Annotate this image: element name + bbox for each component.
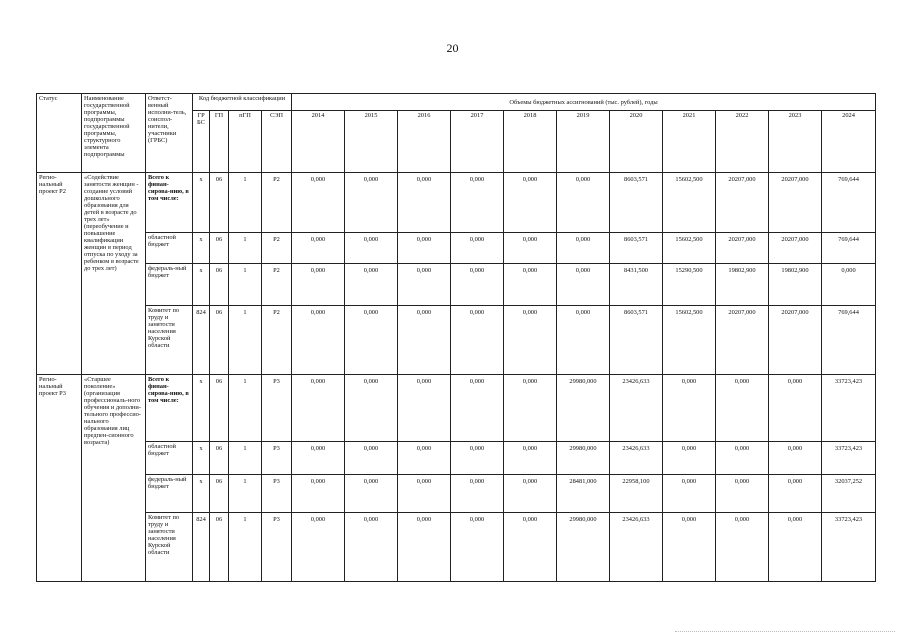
header-year: 2017: [451, 111, 504, 173]
cell-sep: Р3: [262, 375, 292, 442]
cell-value: 23426,633: [610, 442, 663, 475]
header-year: 2015: [345, 111, 398, 173]
cell-value: 0,000: [716, 375, 769, 442]
cell-value: 0,000: [398, 264, 451, 306]
cell-sep: Р2: [262, 233, 292, 264]
cell-grbs: х: [193, 375, 210, 442]
cell-sep: Р2: [262, 306, 292, 375]
header-row-1: [37, 94, 876, 111]
cell-value: 33723,423: [822, 375, 876, 442]
cell-value: 0,000: [504, 233, 557, 264]
cell-value: 0,000: [451, 375, 504, 442]
cell-value: 0,000: [292, 233, 345, 264]
header-code-pgp: пГП: [229, 111, 262, 173]
table-row: [37, 264, 876, 306]
table-row: [37, 442, 876, 475]
cell-value: 0,000: [345, 233, 398, 264]
table-row: [37, 233, 876, 264]
cell-value: 0,000: [292, 475, 345, 513]
cell-value: 8603,571: [610, 173, 663, 233]
cell-value: 8431,500: [610, 264, 663, 306]
cell-value: 0,000: [345, 173, 398, 233]
scan-artifact-divider: [675, 631, 895, 636]
cell-value: 15602,500: [663, 173, 716, 233]
cell-value: 769,644: [822, 233, 876, 264]
project-name: «Содействие занятости женщин - создание условий дошкольного образования для детей в возрасте до трех лет» (переобучение и повышение квалификации женщин в период отпуска по уходу за ребенком в возрасте до трех лет): [82, 173, 146, 375]
row-executor: Комитет по труду и занятости населения Курской области: [146, 306, 193, 375]
row-executor: областной бюджет: [146, 442, 193, 475]
cell-value: 0,000: [451, 475, 504, 513]
cell-value: 0,000: [451, 264, 504, 306]
cell-value: 0,000: [557, 233, 610, 264]
cell-value: 0,000: [451, 233, 504, 264]
cell-gp: 06: [210, 233, 229, 264]
cell-grbs: х: [193, 442, 210, 475]
cell-grbs: х: [193, 475, 210, 513]
cell-value: 0,000: [398, 475, 451, 513]
header-code-gp: ГП: [210, 111, 229, 173]
cell-value: 33723,423: [822, 513, 876, 582]
cell-pgp: 1: [229, 375, 262, 442]
cell-grbs: х: [193, 173, 210, 233]
cell-value: 0,000: [345, 264, 398, 306]
cell-pgp: 1: [229, 264, 262, 306]
cell-sep: Р3: [262, 442, 292, 475]
cell-value: 20207,000: [716, 306, 769, 375]
cell-value: 0,000: [769, 475, 822, 513]
cell-value: 29980,000: [557, 513, 610, 582]
cell-pgp: 1: [229, 475, 262, 513]
row-executor: федераль-ный бюджет: [146, 475, 193, 513]
cell-gp: 06: [210, 475, 229, 513]
cell-value: 19802,900: [769, 264, 822, 306]
cell-value: 0,000: [398, 173, 451, 233]
header-volumes: Объемы бюджетных ассигнований (тыс. рублей), годы: [292, 94, 876, 111]
cell-gp: 06: [210, 375, 229, 442]
table-row: [37, 513, 876, 582]
project-status: Регио-нальный проект Р2: [37, 173, 82, 375]
cell-value: 0,000: [663, 375, 716, 442]
header-name: Наименование государственной программы, подпрограммы государственной программы, структурного элемента подпрограммы: [82, 94, 146, 173]
cell-value: 20207,000: [769, 173, 822, 233]
cell-value: 0,000: [504, 264, 557, 306]
cell-value: 20207,000: [716, 173, 769, 233]
cell-value: 0,000: [292, 442, 345, 475]
cell-pgp: 1: [229, 442, 262, 475]
header-year: 2022: [716, 111, 769, 173]
cell-value: 0,000: [769, 513, 822, 582]
cell-value: 0,000: [292, 513, 345, 582]
table-row: [37, 173, 876, 233]
table-row: [37, 306, 876, 375]
cell-value: 0,000: [451, 442, 504, 475]
cell-value: 0,000: [557, 306, 610, 375]
header-year: 2023: [769, 111, 822, 173]
row-executor: областной бюджет: [146, 233, 193, 264]
row-executor: федераль-ный бюджет: [146, 264, 193, 306]
cell-value: 0,000: [398, 233, 451, 264]
header-code-grbs: ГР БС: [193, 111, 210, 173]
cell-value: 28481,000: [557, 475, 610, 513]
cell-sep: Р2: [262, 264, 292, 306]
cell-value: 32037,252: [822, 475, 876, 513]
cell-gp: 06: [210, 173, 229, 233]
header-year: 2014: [292, 111, 345, 173]
page-number: 20: [446, 41, 459, 55]
cell-value: 0,000: [557, 173, 610, 233]
header-status: Статус: [37, 94, 82, 173]
cell-value: 0,000: [716, 442, 769, 475]
cell-grbs: 824: [193, 306, 210, 375]
cell-sep: Р3: [262, 475, 292, 513]
cell-value: 22958,100: [610, 475, 663, 513]
cell-gp: 06: [210, 513, 229, 582]
cell-value: 0,000: [769, 442, 822, 475]
cell-value: 0,000: [398, 442, 451, 475]
row-executor: Всего к финан-сирова-нию, в том числе:: [146, 375, 193, 442]
header-code-group: Код бюджетной классификации: [193, 94, 292, 111]
cell-value: 0,000: [769, 375, 822, 442]
cell-value: 23426,633: [610, 375, 663, 442]
cell-value: 8603,571: [610, 233, 663, 264]
row-executor: Всего к финан-сирова-нию, в том числе:: [146, 173, 193, 233]
table-row: [37, 475, 876, 513]
budget-table: [36, 93, 876, 582]
cell-sep: Р2: [262, 173, 292, 233]
cell-value: 0,000: [716, 513, 769, 582]
header-year: 2024: [822, 111, 876, 173]
cell-value: 0,000: [504, 513, 557, 582]
cell-value: 0,000: [557, 264, 610, 306]
project-name: «Старшее поколение» (организация профессиональ-ного обучения и дополни-тельного профессио-нального образования лиц предпен-сионного возраста): [82, 375, 146, 582]
cell-value: 0,000: [663, 442, 716, 475]
cell-grbs: х: [193, 233, 210, 264]
cell-value: 0,000: [345, 375, 398, 442]
cell-value: 19802,900: [716, 264, 769, 306]
cell-value: 0,000: [663, 475, 716, 513]
cell-value: 15602,500: [663, 306, 716, 375]
cell-value: 0,000: [716, 475, 769, 513]
cell-value: 0,000: [398, 375, 451, 442]
row-executor: Комитет по труду и занятости населения Курской области: [146, 513, 193, 582]
cell-value: 0,000: [451, 306, 504, 375]
cell-value: 8603,571: [610, 306, 663, 375]
header-year: 2018: [504, 111, 557, 173]
cell-value: 0,000: [504, 375, 557, 442]
cell-value: 769,644: [822, 173, 876, 233]
cell-value: 20207,000: [716, 233, 769, 264]
cell-value: 0,000: [345, 475, 398, 513]
cell-pgp: 1: [229, 173, 262, 233]
cell-value: 0,000: [292, 375, 345, 442]
cell-value: 0,000: [345, 306, 398, 375]
header-code-sep: СЭП: [262, 111, 292, 173]
cell-value: 29980,000: [557, 442, 610, 475]
header-year: 2019: [557, 111, 610, 173]
cell-value: 0,000: [663, 513, 716, 582]
cell-pgp: 1: [229, 233, 262, 264]
cell-value: 0,000: [822, 264, 876, 306]
cell-value: 29980,000: [557, 375, 610, 442]
cell-value: 0,000: [504, 475, 557, 513]
cell-value: 20207,000: [769, 306, 822, 375]
cell-value: 0,000: [292, 306, 345, 375]
cell-value: 0,000: [398, 306, 451, 375]
cell-value: 15290,500: [663, 264, 716, 306]
cell-value: 0,000: [504, 173, 557, 233]
cell-value: 20207,000: [769, 233, 822, 264]
cell-value: 0,000: [504, 442, 557, 475]
header-year: 2020: [610, 111, 663, 173]
cell-pgp: 1: [229, 513, 262, 582]
cell-grbs: 824: [193, 513, 210, 582]
project-status: Регио-нальный проект Р3: [37, 375, 82, 582]
cell-value: 33723,423: [822, 442, 876, 475]
cell-value: 0,000: [398, 513, 451, 582]
cell-value: 769,644: [822, 306, 876, 375]
header-executor: Ответст-венный исполни-тель, соиспол-нители, участники (ГРБС): [146, 94, 193, 173]
header-year: 2016: [398, 111, 451, 173]
cell-value: 0,000: [292, 264, 345, 306]
table-row: [37, 375, 876, 442]
cell-gp: 06: [210, 442, 229, 475]
cell-gp: 06: [210, 264, 229, 306]
cell-gp: 06: [210, 306, 229, 375]
cell-value: 0,000: [451, 173, 504, 233]
cell-value: 0,000: [345, 513, 398, 582]
header-year: 2021: [663, 111, 716, 173]
cell-grbs: х: [193, 264, 210, 306]
cell-value: 0,000: [504, 306, 557, 375]
cell-value: 0,000: [451, 513, 504, 582]
cell-sep: Р3: [262, 513, 292, 582]
cell-pgp: 1: [229, 306, 262, 375]
cell-value: 0,000: [292, 173, 345, 233]
cell-value: 15602,500: [663, 233, 716, 264]
cell-value: 0,000: [345, 442, 398, 475]
cell-value: 23426,633: [610, 513, 663, 582]
